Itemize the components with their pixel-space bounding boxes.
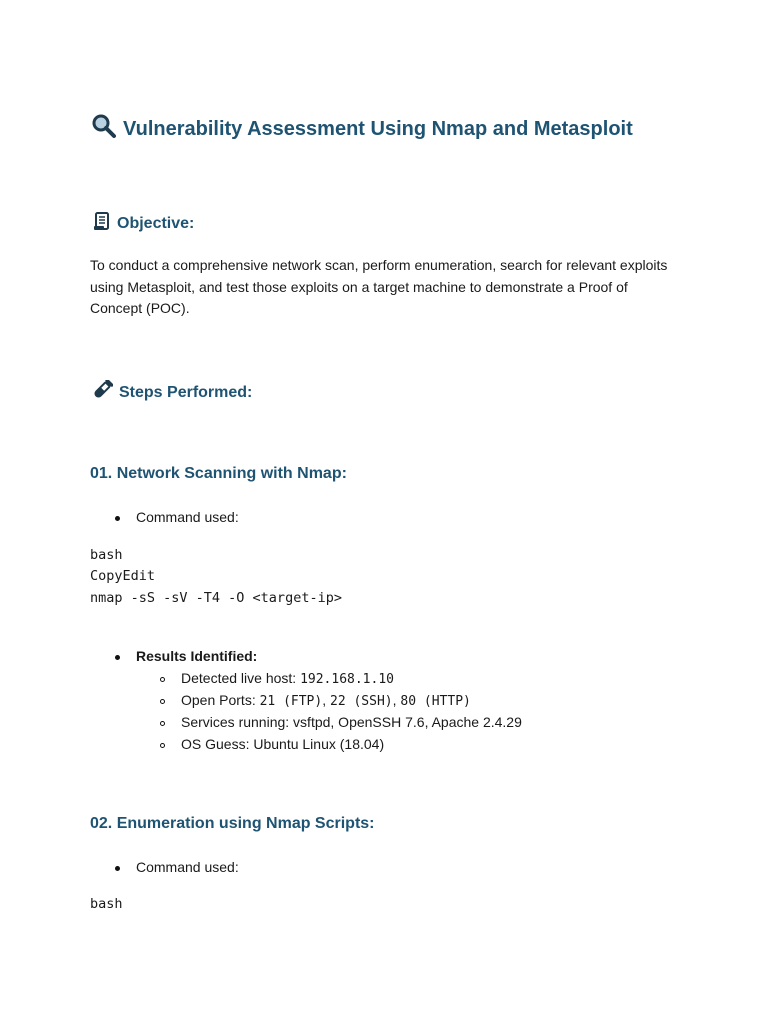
steps-heading-text: Steps Performed: [119, 383, 253, 401]
sub-bullet [160, 743, 165, 748]
scroll-icon [93, 211, 111, 236]
code-line: bash [90, 896, 123, 912]
section1-heading: 01. Network Scanning with Nmap: [90, 465, 347, 482]
code-line: CopyEdit [90, 568, 156, 584]
section1-command-label: Command used: [136, 509, 239, 525]
results-label: Results Identified: [136, 648, 258, 664]
port-http: 80 (HTTP) [400, 694, 471, 709]
objective-text: To conduct a comprehensive network scan, perform enumeration, search for relevant exploits using Metasploit, and test those exploits on a target machine to demonstrate a Proof of Concept (POC). [90, 257, 668, 317]
page-title-text: Vulnerability Assessment Using Nmap and Metasploit [123, 117, 633, 140]
bullet-dot [115, 516, 120, 521]
magnifier-icon [91, 113, 117, 145]
page-title [91, 113, 633, 145]
objective-heading [93, 211, 194, 236]
sub-bullet [160, 721, 165, 726]
result-host: Detected live host: 192.168.1.10 [181, 670, 394, 687]
section2-heading: 02. Enumeration using Nmap Scripts: [90, 815, 375, 832]
sub-bullet [160, 677, 165, 682]
test-tube-icon [91, 380, 113, 405]
sub-bullet [160, 699, 165, 704]
section2-command-label: Command used: [136, 859, 239, 875]
result-ports: Open Ports: 21 (FTP), 22 (SSH), 80 (HTTP) [181, 692, 471, 709]
code-line: bash [90, 547, 123, 563]
result-services: Services running: vsftpd, OpenSSH 7.6, Apache 2.4.29 [181, 714, 522, 730]
port-ssh: 22 (SSH) [330, 694, 393, 709]
bullet-dot [115, 866, 120, 871]
objective-heading-text: Objective: [117, 214, 195, 232]
code-line: nmap -sS -sV -T4 -O <target-ip> [90, 590, 342, 606]
steps-heading [91, 380, 252, 405]
result-os: OS Guess: Ubuntu Linux (18.04) [181, 736, 385, 752]
host-ip: 192.168.1.10 [300, 672, 394, 687]
bullet-dot [115, 655, 120, 660]
port-ftp: 21 (FTP) [259, 694, 323, 709]
